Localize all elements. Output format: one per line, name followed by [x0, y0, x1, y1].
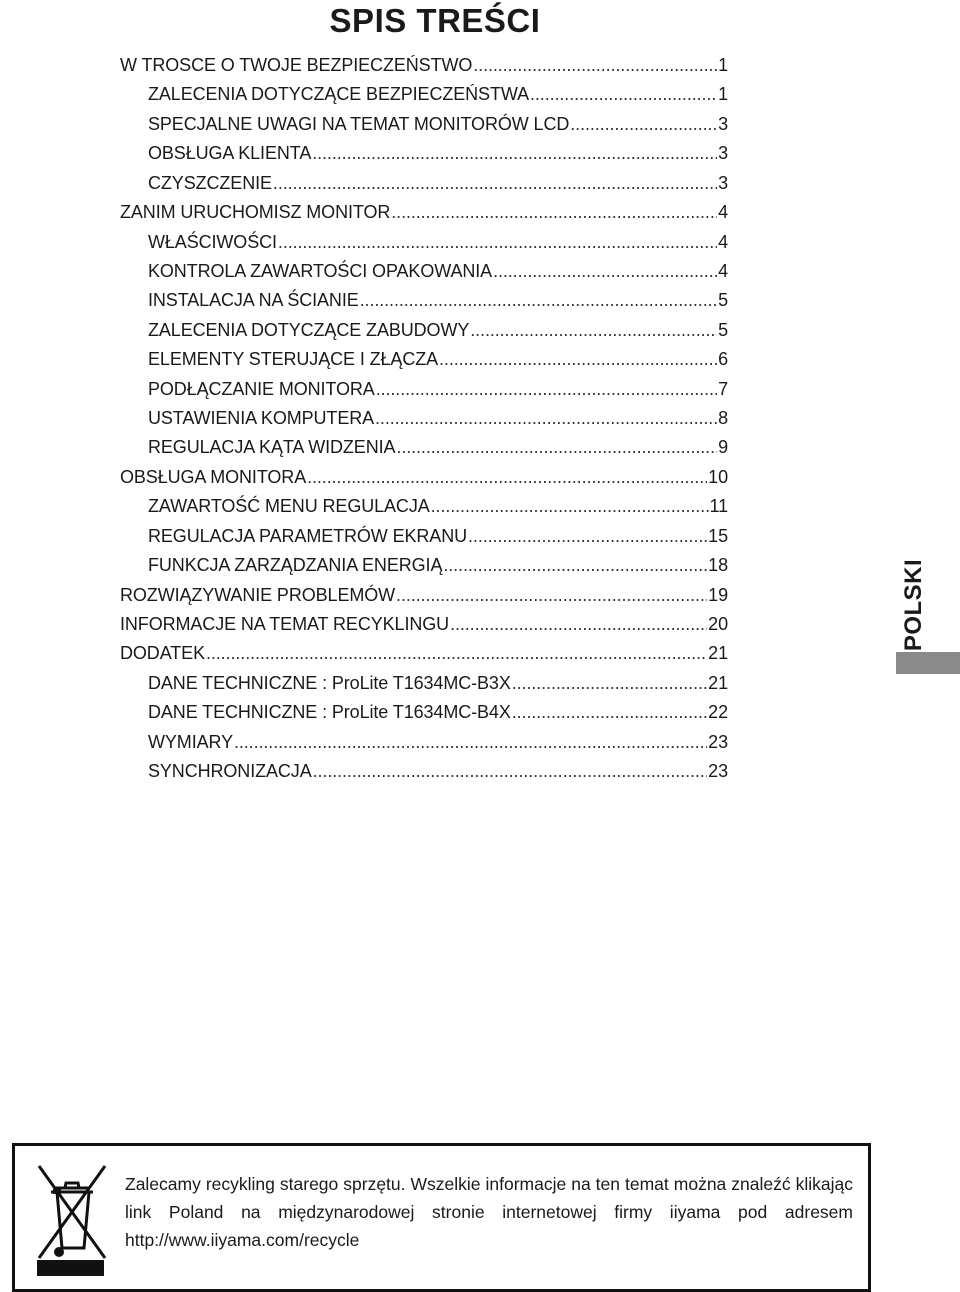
toc-entry-label: DANE TECHNICZNE : ProLite T1634MC-B4X	[148, 702, 511, 723]
toc-entry-page: 1	[718, 84, 728, 105]
toc-leader-dots	[512, 673, 707, 694]
page-title: SPIS TREŚCI	[329, 2, 541, 39]
toc-entry	[148, 673, 728, 702]
toc-entry-page: 19	[708, 584, 728, 605]
toc-entry	[148, 84, 728, 113]
toc-entry-label: ROZWIĄZYWANIE PROBLEMÓW	[120, 584, 396, 605]
toc-entry-label: CZYSZCZENIE	[148, 172, 272, 193]
toc-leader-dots	[391, 202, 717, 223]
toc-entry-label: REGULACJA KĄTA WIDZENIA	[148, 437, 396, 458]
toc-leader-dots	[396, 585, 707, 606]
toc-entry-label: WYMIARY	[148, 731, 233, 752]
toc-leader-dots	[396, 437, 717, 458]
toc-entry-page: 21	[708, 643, 728, 664]
toc-entry	[148, 526, 728, 555]
language-label	[894, 560, 934, 650]
toc-entry-page: 4	[718, 260, 728, 281]
toc-entry-page: 3	[718, 143, 728, 164]
toc-entry-label: OBSŁUGA MONITORA	[120, 466, 307, 487]
toc-entry-label: ZALECENIA DOTYCZĄCE BEZPIECZEŃSTWA	[148, 84, 529, 105]
toc-entry	[148, 349, 728, 378]
toc-entry	[120, 643, 728, 672]
toc-leader-dots	[273, 173, 717, 194]
toc-entry-label: SYNCHRONIZACJA	[148, 761, 312, 782]
toc-entry-page: 20	[708, 613, 728, 634]
toc-entry-label: REGULACJA PARAMETRÓW EKRANU	[148, 525, 468, 546]
toc-entry-page: 21	[708, 672, 728, 693]
recycling-marker-bar	[37, 1260, 104, 1276]
toc-entry-page: 3	[718, 113, 728, 134]
toc-entry-page: 23	[708, 761, 728, 782]
toc-entry	[148, 261, 728, 290]
toc-entry	[148, 320, 728, 349]
toc-entry-page: 3	[718, 172, 728, 193]
toc-entry	[148, 379, 728, 408]
toc-entry-page: 11	[709, 496, 728, 517]
toc-entry	[120, 614, 728, 643]
recycling-notice-text: Zalecamy recykling starego sprzętu. Wszelkie informacje na ten temat można znaleźć klikając link Poland na międzynarodowej stronie internetowej firmy iiyama pod adresem http://www.iiyama.com/recycle	[125, 1174, 853, 1250]
toc-leader-dots	[530, 84, 717, 105]
toc-leader-dots	[470, 320, 717, 341]
toc-leader-dots	[278, 232, 717, 253]
toc-leader-dots	[512, 702, 707, 723]
toc-entry	[148, 761, 728, 790]
toc-entry-label: USTAWIENIA KOMPUTERA	[148, 408, 375, 429]
toc-entry-label: ZANIM URUCHOMISZ MONITOR	[120, 202, 391, 223]
toc-entry	[148, 232, 728, 261]
toc-entry	[120, 467, 728, 496]
toc-leader-dots	[307, 467, 707, 488]
toc-entry-page: 23	[708, 731, 728, 752]
toc-leader-dots	[450, 614, 707, 635]
toc-entry-label: INSTALACJA NA ŚCIANIE	[148, 290, 359, 311]
toc-entry	[148, 555, 728, 584]
toc-entry-page: 4	[718, 231, 728, 252]
toc-entry-page: 5	[718, 319, 728, 340]
toc-leader-dots	[234, 732, 707, 753]
toc-entry	[148, 702, 728, 731]
toc-leader-dots	[431, 496, 709, 517]
toc-leader-dots	[439, 349, 717, 370]
toc-entry-page: 1	[718, 55, 728, 75]
toc-entry	[148, 290, 728, 319]
toc-entry-label: KONTROLA ZAWARTOŚCI OPAKOWANIA	[148, 260, 493, 281]
toc-entry	[148, 114, 728, 143]
toc-leader-dots	[313, 761, 708, 782]
toc-leader-dots	[376, 379, 717, 400]
toc-entry-label: ELEMENTY STERUJĄCE I ZŁĄCZA	[148, 349, 439, 370]
toc-entry	[148, 143, 728, 172]
toc-entry-page: 22	[708, 702, 728, 723]
language-tab	[888, 560, 960, 675]
toc-entry	[148, 437, 728, 466]
toc-entry-label: FUNKCJA ZARZĄDZANIA ENERGIĄ	[148, 555, 443, 576]
toc-entry	[148, 496, 728, 525]
toc-leader-dots	[468, 526, 707, 547]
toc-entry	[120, 55, 728, 84]
toc-entry-page: 10	[708, 466, 728, 487]
crossed-out-wheelie-bin-icon	[29, 1158, 115, 1268]
toc-leader-dots	[570, 114, 717, 135]
toc-entry-page: 18	[708, 555, 728, 576]
language-label-text: POLSKI	[900, 558, 927, 652]
toc-entry-label: INFORMACJE NA TEMAT RECYKLINGU	[120, 613, 450, 634]
recycling-notice	[12, 1143, 871, 1292]
toc-leader-dots	[493, 261, 717, 282]
toc-leader-dots	[473, 55, 717, 76]
toc-entry	[148, 408, 728, 437]
toc-entry-page: 6	[718, 349, 728, 370]
toc-entry-label: SPECJALNE UWAGI NA TEMAT MONITORÓW LCD	[148, 113, 570, 134]
toc-entry-label: DODATEK	[120, 643, 205, 664]
toc-entry	[148, 732, 728, 761]
toc-entry-label: OBSŁUGA KLIENTA	[148, 143, 312, 164]
toc-entry	[120, 202, 728, 231]
toc-entry-label: PODŁĄCZANIE MONITORA	[148, 378, 375, 399]
toc-entry-label: ZAWARTOŚĆ MENU REGULACJA	[148, 496, 430, 517]
toc-entry-page: 9	[718, 437, 728, 458]
toc-entry-label: DANE TECHNICZNE : ProLite T1634MC-B3X	[148, 672, 511, 693]
toc-entry-page: 8	[718, 408, 728, 429]
language-tab-bar	[896, 652, 960, 674]
toc-entry-page: 5	[718, 290, 728, 311]
toc-entry	[148, 173, 728, 202]
toc-entry	[120, 585, 728, 614]
toc-leader-dots	[443, 555, 707, 576]
toc-entry-page: 15	[708, 525, 728, 546]
toc-leader-dots	[360, 290, 717, 311]
toc-entry-page: 4	[718, 202, 728, 223]
toc-entry-page: 7	[718, 378, 728, 399]
toc-leader-dots	[375, 408, 717, 429]
toc-entry-label: WŁAŚCIWOŚCI	[148, 231, 277, 252]
toc-leader-dots	[206, 643, 707, 664]
toc-leader-dots	[312, 143, 717, 164]
toc-entry-label: ZALECENIA DOTYCZĄCE ZABUDOWY	[148, 319, 470, 340]
toc-entry-label: W TROSCE O TWOJE BEZPIECZEŃSTWO	[120, 55, 473, 75]
